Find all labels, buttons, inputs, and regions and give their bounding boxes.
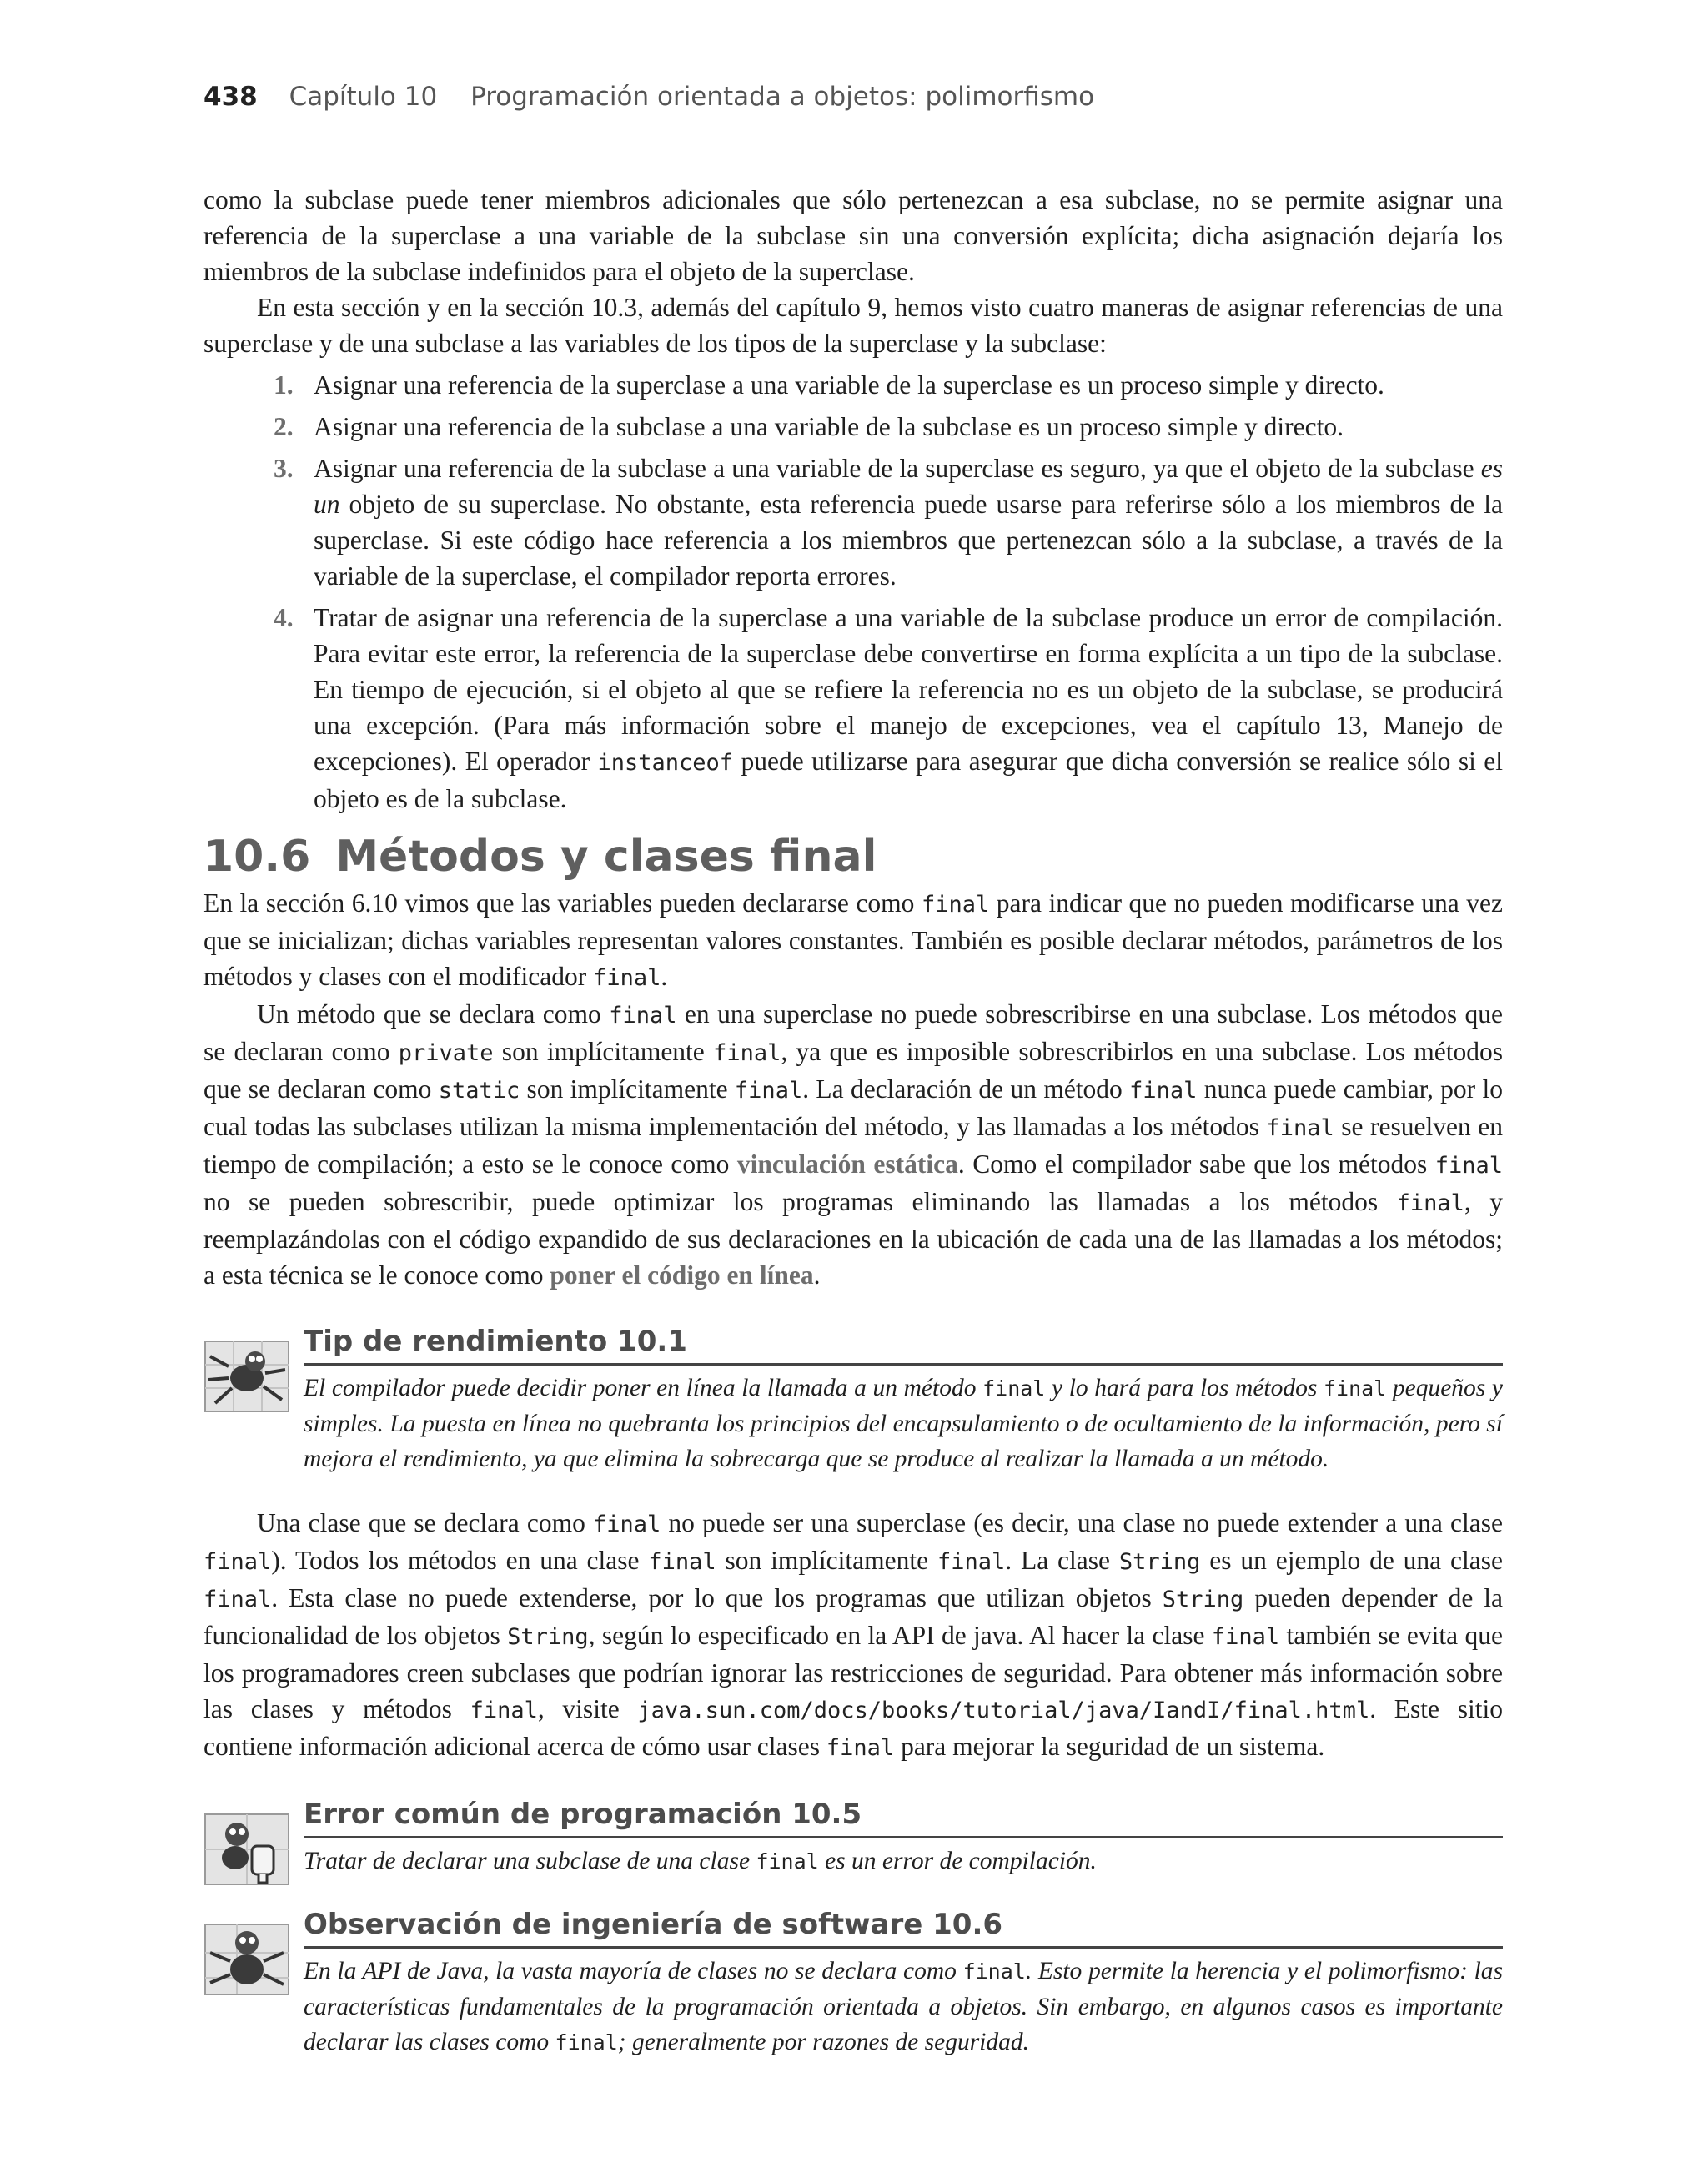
list-item-text: Asignar una referencia de la subclase a una variable de la subclase es un proceso simple y directo.: [314, 412, 1344, 441]
final-classes-paragraph: Una clase que se declara como final no puede ser una superclase (es decir, una clase no puede extender a una clase final). Todos los métodos en una clase final son implícitamente final. La clase String es un ejemplo de una clase final. Esta clase no puede extenderse, por lo que los programas que utilizan objetos String pueden depender de la funcionalidad de los objetos String, según lo especificado en la API de java. Al hacer la clase final también se evita que los programadores creen subclases que podrían ignorar las restricciones de seguridad. Para obtener más información sobre las clases y métodos final, visite java.sun.com/docs/books/tutorial/java/IandI/final.html. Este sitio contiene información adicional acerca de cómo usar clases final para mejorar la seguridad de un sistema.: [203, 1508, 1504, 1761]
list-item-number: 2.: [274, 412, 294, 441]
final-methods-paragraph: Un método que se declara como final en una superclase no puede sobrescribirse en una subclase. Los métodos que se declaran como private son implícitamente final, ya que es imposible sobrescribirlos en una subclase. Los métodos que se declaran como static son implícitamente final. La declaración de un método final nunca puede cambiar, por lo cual todas las subclases utilizan la misma implementación del método, y las llamadas a los métodos final se resuelven en tiempo de compilación; a esto se le conoce como vinculación estática. Como el compilador sabe que los métodos final no se pueden sobrescribir, puede optimizar los programas eliminando las llamadas a los métodos final, y reemplazándolas con el código expandido de sus declaraciones en la ubicación de cada una de las llamadas a los métodos; a esta técnica se le conoce como poner el código en línea.: [203, 999, 1504, 1290]
list-item-text: Asignar una referencia de la superclase a una variable de la superclase es un proceso simple y directo.: [314, 370, 1384, 400]
list-item-text: Tratar de asignar una referencia de la superclase a una variable de la subclase produce un error de compilación. Para evitar este error, la referencia de la superclase debe convertirse en forma explícita a un tipo de la subclase. En tiempo de ejecución, si el objeto al que se refiere la referencia no es un objeto de la subclase, se producirá una excepción. (Para más información sobre el manejo de excepciones, vea el capítulo 13, Manejo de excepciones). El operador: [314, 603, 1503, 776]
list-item-text: Asignar una referencia de la subclase a una variable de la superclase es seguro, ya que el objeto de la subclase: [314, 454, 1481, 483]
section-number: 10.6: [203, 832, 311, 882]
spacer: [203, 1476, 1503, 1505]
performance-tip: [203, 1321, 1503, 1476]
list-item-number: 4.: [274, 603, 294, 632]
error-body: Tratar de declarar una subclase de una clase final es un error de compilación.: [304, 1848, 1097, 1874]
section-title: Métodos y clases final: [335, 832, 877, 882]
chapter-title: Programación orientada a objetos: polimorfismo: [470, 82, 1095, 112]
list-item: [203, 409, 1503, 445]
page-body: [203, 182, 1503, 2060]
tip-rule: [304, 1363, 1503, 1366]
intro-paragraph: como la subclase puede tener miembros adicionales que sólo pertenezcan a esa subclase, no se permite asignar una referencia de la superclase a una variable de la subclase sin una conversión explícita; dicha asignación dejaría los miembros de la subclase indefinidos para el objeto de la superclase.: [203, 185, 1503, 286]
list-item: [203, 367, 1503, 403]
common-error-box: [203, 1794, 1503, 1879]
software-engineering-box: [203, 1904, 1503, 2060]
final-intro-paragraph: En la sección 6.10 vimos que las variables pueden declararse como final para indicar que no pueden modificarse una vez que se inicializan; dichas variables representan valores constantes. También es posible declarar métodos, parámetros de los métodos y clases con el modificador final.: [203, 888, 1504, 991]
observation-rule: [304, 1946, 1503, 1949]
performance-bug-icon: [203, 1336, 290, 1413]
thumbs-down-bug-icon: [203, 1809, 290, 1886]
observation-body: En la API de Java, la vasta mayoría de clases no se declara como final. Esto permite la herencia y el polimorfismo: las características fundamentales de la programación orientada a objetos. Sin embargo, en algunos casos es importante declarar las clases como final; generalmente por razones de seguridad.: [304, 1958, 1503, 2055]
list-item-number: 1.: [274, 370, 294, 400]
error-rule: [304, 1836, 1503, 1838]
emphasis-text: es un: [314, 454, 1503, 519]
list-item-text: puede utilizarse para asegurar que dicha conversión se realice sólo si el objeto es de la subclase.: [314, 747, 1504, 813]
list-item-text: objeto de su superclase. No obstante, esta referencia puede usarse para referirse sólo a los miembros de la superclase. Si este código hace referencia a los miembros que pertenezcan sólo a la subclase, a través de la variable de la superclase, el compilador reporta errores.: [314, 490, 1503, 591]
chapter-label: Capítulo 10: [289, 82, 438, 112]
observation-title: Observación de ingeniería de software 10.6: [304, 1908, 1003, 1941]
list-item-number: 3.: [274, 454, 294, 483]
tip-title: Tip de rendimiento 10.1: [304, 1325, 687, 1358]
tip-body: El compilador puede decidir poner en línea la llamada a un método final y lo hará para los métodos final pequeños y simples. La puesta en línea no quebranta los principios del encapsulamiento o de ocultamiento de la información, pero sí mejora el rendimiento, ya que elimina la sobrecarga que se produce al realizar la llamada a un método.: [304, 1375, 1503, 1472]
list-item: [203, 600, 1503, 817]
running-header: [203, 82, 1094, 112]
assignment-ways-list: [203, 367, 1503, 817]
tutorial-url: java.sun.com/docs/books/tutorial/java/IandI/final.html: [637, 1698, 1370, 1723]
assignment-ways-paragraph: En esta sección y en la sección 10.3, además del capítulo 9, hemos visto cuatro maneras de asignar referencias de una superclase y de una subclase a las variables de los tipos de la superclase y la subclase:: [203, 293, 1503, 358]
page-number: 438: [203, 82, 258, 112]
list-item: [203, 450, 1503, 594]
key-term: vinculación estática: [736, 1149, 958, 1179]
code-instanceof: instanceof: [597, 750, 734, 776]
error-title: Error común de programación 10.5: [304, 1798, 862, 1831]
section-heading: [203, 828, 1503, 885]
engineer-bug-icon: [203, 1919, 290, 1996]
key-term: poner el código en línea: [550, 1260, 814, 1290]
